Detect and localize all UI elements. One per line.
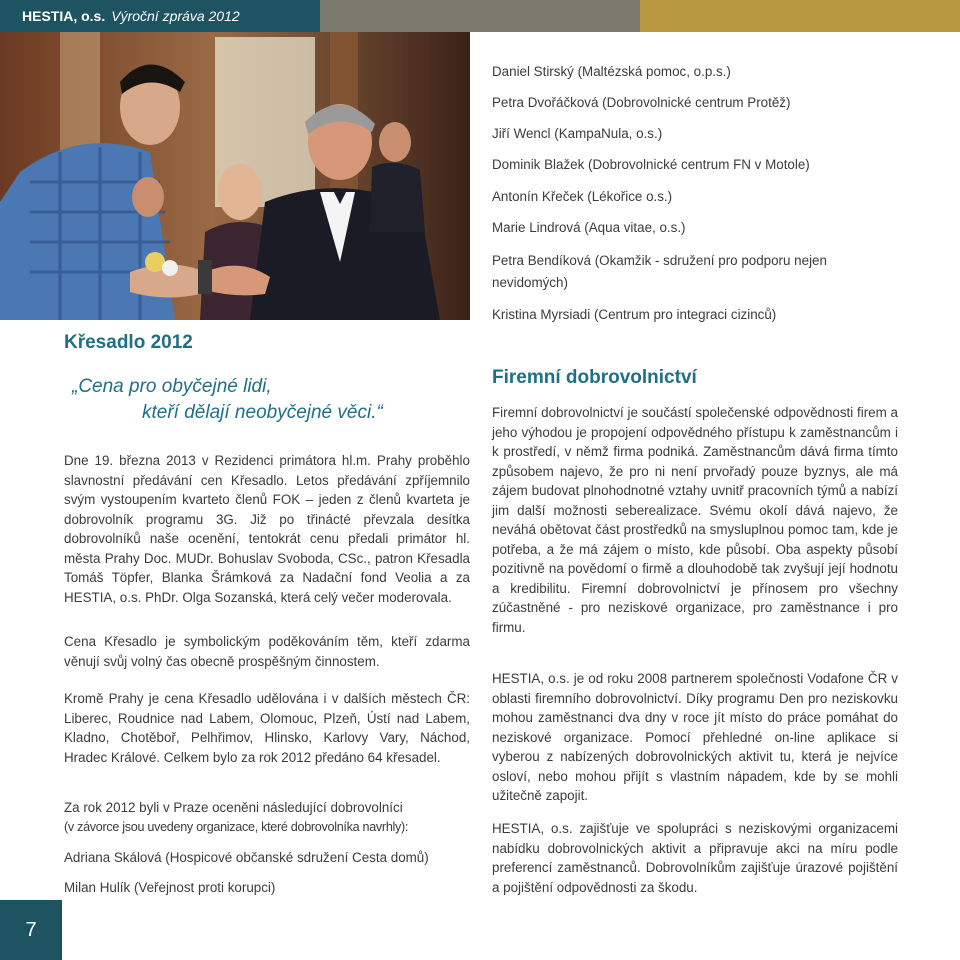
paragraph-vodafone-partnership: HESTIA, o.s. je od roku 2008 partnerem společnosti Vodafone ČR v oblasti firemního dobrovolnictví. Díky programu Den pro neziskovku mohou zaměstnanci dva dny v roce jít místo do práce pomáhat do neziskové organizace. Pomocí přehledné on-line aplikace si vyberou z nabízených dobrovolnických aktivit tu, která je nejvíce osloví, nebo mohou přijít s vlastním nápadem, kde by se mohli užitečně zapojit. bbox=[492, 671, 898, 803]
volunteer-name: Dominik Blažek (Dobrovolnické centrum FN v Motole) bbox=[492, 157, 810, 172]
page-number: 7 bbox=[0, 900, 62, 960]
paragraph-other-cities: Kromě Prahy je cena Křesadlo udělována i v dalších městech ČR: Liberec, Roudnice nad Labem, Olomouc, Plzeň, Ústí nad Labem, Kladno, Chotěboř, Pelhřimov, Hlinsko, Karlovy Vary, Náchod, Hradec Králové. Celkem bylo za rok 2012 předáno 64 křesadel. bbox=[64, 691, 470, 765]
volunteer-name: Marie Lindrová (Aqua vitae, o.s.) bbox=[492, 220, 686, 235]
section-title-kresadlo: Křesadlo 2012 bbox=[64, 332, 193, 353]
awarded-intro-note: (v závorce jsou uvedeny organizace, které dobrovolníka navrhly): bbox=[64, 819, 409, 834]
volunteer-name: Petra Bendíková (Okamžik - sdružení pro podporu nejen nevidomých) bbox=[492, 253, 827, 290]
quote-line-1: „Cena pro obyčejné lidi, bbox=[72, 376, 272, 397]
volunteer-name: Adriana Skálová (Hospicové občanské sdružení Cesta domů) bbox=[64, 850, 429, 865]
header-org: HESTIA, o.s. bbox=[22, 8, 106, 24]
paragraph-awarded-intro bbox=[64, 798, 470, 837]
award-motto-quote bbox=[72, 374, 472, 426]
page-header bbox=[0, 0, 960, 32]
section-title-corporate-volunteering: Firemní dobrovolnictví bbox=[492, 367, 697, 388]
award-ceremony-photo bbox=[0, 32, 470, 320]
quote-line-2: kteří dělají neobyčejné věci.“ bbox=[142, 402, 383, 423]
volunteer-name: Jiří Wencl (KampaNula, o.s.) bbox=[492, 126, 663, 141]
header-subtitle: Výroční zpráva 2012 bbox=[111, 8, 240, 24]
paragraph-ceremony: Dne 19. března 2013 v Rezidenci primátora hl.m. Prahy proběhlo slavnostní předávání cen Křesadlo. Letos předávání zpříjemnilo svým vystoupením kvarteto členů FOK – jeden z členů kvarteta je dobrovolník programu 3G. Již po třinácté převzala desítka dobrovolníků naše ocenění, tentokrát cenu předali primátor hl. města Prahy Doc. MUDr. Bohuslav Svoboda, CSc., patron Křesadla Tomáš Töpfer, Blanka Šrámková za Nadační fond Veolia a za HESTIA, o.s. PhDr. Olga Sozanská, která celý večer moderovala. bbox=[64, 453, 470, 605]
volunteer-name: Kristina Myrsiadi (Centrum pro integraci cizinců) bbox=[492, 307, 777, 322]
paragraph-corporate-volunteering: Firemní dobrovolnictví je součástí společenské odpovědnosti firem a jeho výhodou je propojení odpovědného přístupu k zaměstnancům i k prostředí, v němž firma podniká. Zaměstnancům dává firma tímto způsobem najevo, že pro ni není prvořadý pouze byznys, ale má zájem budovat plnohodnotné vztahy uvnitř pracovních týmů a nabízí jim další možnosti seberealizace. Svému okolí dává najevo, že neváhá obětovat část prostředků na smysluplnou pomoc tam, kde je potřeba, a že má zájem o místo, kde působí. Oba aspekty působí pozitivně na povědomí o firmě a dlouhodobě tak zvyšují její hodnotu a kredibilitu. Firemní dobrovolnictví je přínosem pro všechny zúčastněné - pro neziskové organizace, pro zaměstnance i pro firmu. bbox=[492, 405, 898, 635]
header-gray-band bbox=[320, 0, 640, 32]
header-title bbox=[22, 8, 240, 24]
paragraph-award-meaning: Cena Křesadlo je symbolickým poděkováním těm, kteří zdarma věnují svůj volný čas obecně prospěšným činnostem. bbox=[64, 634, 470, 669]
paragraph-hestia-services: HESTIA, o.s. zajišťuje ve spolupráci s neziskovými organizacemi nabídku dobrovolnických aktivit a připravuje akci na míru podle preferencí zaměstnanců. Dobrovolníkům zajišťuje úrazové pojištění a pojištění odpovědnosti za škodu. bbox=[492, 821, 898, 895]
volunteer-name: Milan Hulík (Veřejnost proti korupci) bbox=[64, 880, 276, 895]
volunteer-name: Daniel Stirský (Maltézská pomoc, o.p.s.) bbox=[492, 64, 731, 79]
header-gold-band bbox=[640, 0, 960, 32]
volunteer-name: Antonín Křeček (Lékořice o.s.) bbox=[492, 189, 673, 204]
awarded-intro-text: Za rok 2012 byli v Praze oceněni následující dobrovolníci bbox=[64, 800, 403, 815]
volunteer-name: Petra Dvořáčková (Dobrovolnické centrum Protěž) bbox=[492, 95, 791, 110]
